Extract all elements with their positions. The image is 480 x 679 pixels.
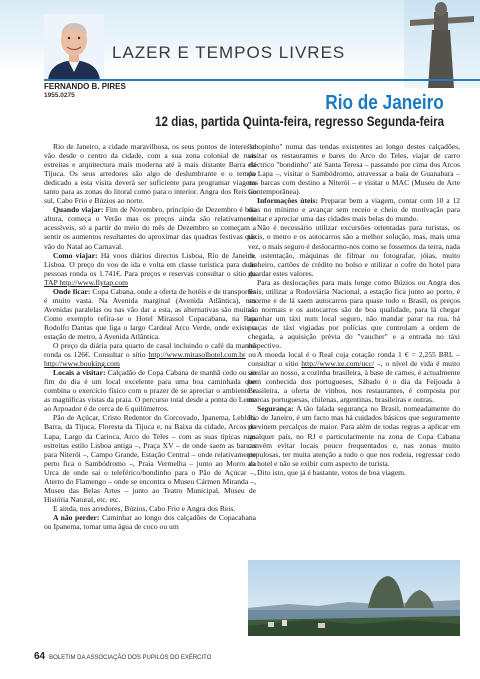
paragraph-price bbox=[44, 341, 256, 368]
xe-link[interactable]: http://www.xe.com/ucc/ bbox=[301, 359, 375, 369]
paragraph-dont-miss bbox=[44, 513, 256, 531]
booking-link[interactable]: http://www.booking.com bbox=[44, 359, 120, 369]
christ-redeemer-image bbox=[404, 0, 480, 88]
paragraph-currency bbox=[245, 350, 460, 405]
author-photo bbox=[44, 14, 104, 80]
lead-safety: Segurança: bbox=[257, 404, 294, 414]
author-id: 1955.0275 bbox=[44, 92, 75, 99]
text-currency: A moeda local é o Real cuja cotação ronda 1 € = 2,255 BRL – consultar o sítio bbox=[248, 350, 460, 369]
paragraph-places bbox=[44, 368, 256, 413]
left-column bbox=[44, 142, 256, 624]
text-price: O preço da diária para quarto de casal incluindo o café da manhã ronda os 126€. Consultar o sítio bbox=[44, 341, 256, 360]
paragraph-how bbox=[44, 251, 256, 287]
lead-useful-info: Informações úteis: bbox=[257, 196, 318, 206]
text-when: Fim de Novembro, princípio de Dezembro é boa altura, começa o Verão mas os preços ainda são relativamente acessíveis, só a partir do meio do mês de Dezembro se começam a sentir os aumentos resultantes do aproximar das quadras festivas que vão do Natal ao Carnaval. bbox=[44, 205, 257, 251]
page-footer bbox=[34, 651, 211, 662]
paragraph-long-trips: Para as deslocações para mais longe como Búzios ou Angra dos Reis, utilizar a Rodoviária Nacional, a estação fica junto ao porto, é enorme e de lá saem autocarros para quase todo o Brasil, os preços são normais e os autocarros são de boa qualidade, para lá chegar apanhar um táxi num local seguro, não mandar parar na rua, há praças de táxi vigiadas por polícias que controlam a ordem de chegada, a aquisição prévia do "vaucher" e a entrada no táxi respectivo. bbox=[248, 277, 460, 351]
paragraph-where bbox=[44, 287, 256, 341]
sugarloaf-photo bbox=[248, 560, 460, 636]
text-useful-info: Preparar bem a viagem, contar com 10 a 12 dias no mínimo e avançar sem receio e cheio de motivação para visitar e apreciar uma das cidades mais belas do mundo. bbox=[248, 196, 460, 224]
paragraph-transport: Não é necessário utilizar excursões orientadas para turistas, os táxis, o metro e os autocarros são a melhor solução, mas, mais uma vez, o mais seguro é deslocarmo-nos como se fossemos da terra, nada de ostentação, máquinas de filmar ou fotografar, jóias, muito dinheiro, cartões de crédito no bolso e utilizar o cofre do hotel para guardar estes valores. bbox=[248, 223, 460, 278]
paragraph-intro: Rio de Janeiro, a cidade maravilhosa, os seus pontos de interesse vão desde o centro da cidade, com a sua zona colonial de ruas estreitas e arquitectura mais moderna até à mais distante Barra da Tijuca. Os seus arredores são algo de deslumbrante e o tempo dedicado a esta visita deverá ser suficiente para programar viagens tanto para as zonas do litoral como para o interior. Angra dos Reis ao sul, Cabo Frio e Búzios ao norte. bbox=[44, 142, 256, 206]
right-column bbox=[245, 142, 460, 562]
paragraph-surroundings: E ainda, nos arredores, Búzios, Cabo Frio e Angra dos Reis. bbox=[53, 503, 236, 513]
paragraph-landmarks: Pão de Açúcar, Cristo Redentor do Corcovado, Ipanema, Leblon, Barra, da Tijuca, Floresta da Tijuca e, na Baixa da cidade, Arcos da Lapa, Largo da Carioca, Arco do Teles – com as suas típicas ruas estreitas estilo Lisboa antiga –, Praça XV – de onde saem as barcas para Niterói –, Campo Grande, Estação Central – onde relativamente perto fica o Sambódromo –, Praia Vermelha – junto ao Morro da Urca de onde sai o teleférico/bondinho para o Pão de Açúcar –, Aterro do Flamengo – onde se encontra o Museu Cármen Miranda –, Museu das Belas Artes – junto ao Teatro Municipal, Museu de História Natural, etc. etc. bbox=[44, 413, 256, 504]
paragraph-continued: "chopinho" numa das tendas existentes ao longo destes calçadões, visitar os restaurantes e bares do Arco do Teles, viajar de carro eléctrico "bondinho" até Santa Teresa – passando por cima dos Arcos da Lapa –, visitar o Sambódromo, atravessar a baía de Guanabara – nas barcas com destino a Niterói – e visitar o MAC (Museu de Arte Contemporânea). bbox=[248, 142, 460, 197]
tap-link[interactable]: TAP http://www.flytap.com bbox=[44, 277, 129, 287]
text-or: ou bbox=[245, 350, 256, 360]
text-places: Calçadão de Copa Cabana de manhã cedo ou ao fim do dia é um local excelente para uma boa caminhada que combina o exercício físico com o prazer de se apreciar o ambiente e as magníficas vistas da praia. O percurso total desde a ponta do Leme ao Arpoador é de cerca de 6 quilómetros. bbox=[44, 368, 256, 414]
section-title: LAZER E TEMPOS LIVRES bbox=[112, 43, 346, 62]
lead-how: Como viajar: bbox=[53, 250, 98, 260]
lead-when: Quando viajar: bbox=[53, 205, 104, 215]
article-title: Rio de Janeiro bbox=[325, 92, 444, 114]
text-safety: A tão falada segurança no Brasil, nomeadamente do Rio de Janeiro, é um facto mas há cuidados básicos que seguramente previnem percalços de maior. Para além de todas regras a aplicar em qualquer país, no RJ e particularmente na zona de Copa Cabana convém evitar locais pouco frequentados e, nas zonas muito populosas, ter muita atenção a tudo o que nos rodeia, regressar cedo ao hotel e não se exibir com aspecto de turista. bbox=[248, 404, 460, 468]
paragraph-closing: Dito isto, que já é bastante, votos de boa viagem. bbox=[257, 467, 406, 477]
header-rule bbox=[44, 79, 480, 81]
lead-places: Locais a visitar: bbox=[53, 368, 106, 378]
text-how: Há voos diários directos Lisboa, Rio de Janeiro, Lisboa. O preço do voo de ida e volta em classe turística para duas pessoas ronda os 1.741€. Para preços e reservas consultar o sítio da bbox=[44, 250, 256, 278]
lead-dont-miss: A não perder: bbox=[53, 512, 100, 522]
author-name: FERNANDO B. PIRES bbox=[44, 82, 126, 91]
page-number: 64 bbox=[34, 651, 46, 662]
text-currency-rest: –, o nível de vida é muito similar ao nosso, a cozinha brasileira, à base de carnes, é actualmente bem conhecida dos portugueses, Sábado é o dia da Feijoada à Brasileira, a oferta de vinhos, nos restaurantes, é composta por marcas portuguesas, chilenas, argentinas, brasileiras e outras. bbox=[248, 359, 460, 405]
paragraph-safety bbox=[248, 404, 460, 467]
article-subtitle: 12 dias, partida Quinta-feira, regresso Segunda-feira bbox=[154, 114, 444, 129]
text-dont-miss: Caminhar ao longo dos calçadões de Copacabana ou Ipanema, tomar uma água de coco ou um bbox=[44, 512, 257, 531]
publication-name: BOLETIM DA ASSOCIAÇÃO DOS PUPILOS DO EXÉRCITO bbox=[49, 655, 212, 661]
paragraph-useful-info bbox=[248, 196, 460, 223]
mirasol-link[interactable]: http://www.mirasolhotel.com.br bbox=[148, 350, 246, 360]
text-where: Copa Cabana, onde a oferta de hotéis e de transportes é muito vasta. Na Avenida marginal (Avenida Atlântica), nas Avenidas paralelas ou nas vão dar a esta, as alternativas são muitas. Como exemplo refira-se o Hotel Mirassol Copacabana, na Rua Rodolfo Dantas que liga o largo Cardeal Arco Verde, onde existe a estação de metro, à Avenida Atlântica. bbox=[44, 286, 256, 341]
paragraph-when bbox=[44, 205, 256, 250]
lead-where: Onde ficar: bbox=[53, 286, 91, 296]
